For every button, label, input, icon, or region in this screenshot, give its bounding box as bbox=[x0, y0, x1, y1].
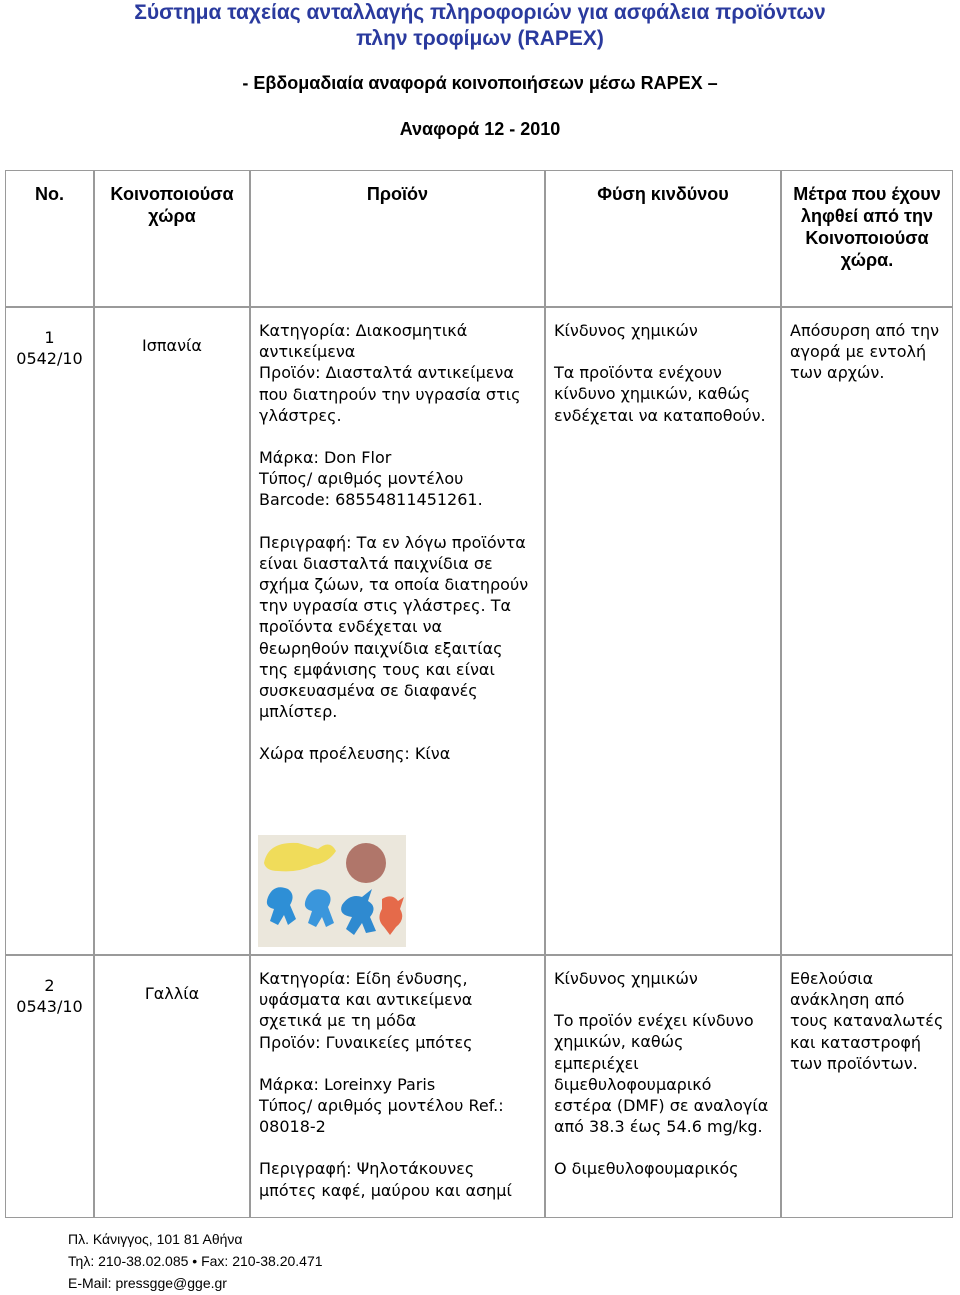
report-number: Αναφορά 12 - 2010 bbox=[399, 119, 561, 139]
row2-risk-title: Κίνδυνος χημικών bbox=[554, 969, 698, 988]
footer-email: E-Mail: pressgge@gge.gr bbox=[68, 1275, 227, 1291]
row1-no: 1 bbox=[44, 328, 55, 347]
row1-description: Περιγραφή: Τα εν λόγω προϊόντα είναι διασταλτά παιχνίδια σε σχήμα ζώων, τα οποία διατηρούν την υγρασία στις γλάστρες. Τα προϊόντα ενδέχεται να θεωρηθούν παιχνίδια εξαιτίας της εμφάνισης τους και είναι συσκευασμένα σε διαφανές μπλίστερ. bbox=[259, 532, 529, 722]
product-photo bbox=[258, 835, 406, 947]
col-header-country: Κοινοποιούσα χώρα bbox=[94, 170, 250, 307]
row2-description: Περιγραφή: Ψηλοτάκουνες μπότες καφέ, μαύρου και ασημί bbox=[259, 1159, 512, 1200]
footer-contact bbox=[68, 1250, 323, 1272]
row2-risk-text: Το προϊόν ενέχει κίνδυνο χημικών, καθώς εμπεριέχει διμεθυλοφουμαρικό εστέρα (DMF) σε αναλογία από 38.3 έως 54.6 mg/kg. bbox=[554, 1011, 769, 1137]
row2-ref: 0543/10 bbox=[16, 997, 83, 1017]
footer bbox=[68, 1228, 323, 1294]
row2-risk-cell bbox=[545, 955, 781, 1218]
row2-measures: Εθελούσια ανάκληση από τους καταναλωτές και καταστροφή των προϊόντων. bbox=[790, 969, 944, 1073]
row1-model: Τύπος/ αριθμός μοντέλου bbox=[259, 469, 464, 489]
row1-category: Κατηγορία: Διακοσμητικά αντικείμενα bbox=[259, 321, 468, 362]
row1-risk-title: Κίνδυνος χημικών bbox=[554, 321, 698, 340]
row1-risk-text: Τα προϊόντα ενέχουν κίνδυνο χημικών, καθώς ενδέχεται να καταποθούν. bbox=[554, 363, 766, 425]
row1-country: Ισπανία bbox=[142, 336, 202, 355]
row1-barcode: Barcode: 68554811451261. bbox=[259, 490, 483, 510]
doc-title-line1: Σύστημα ταχείας ανταλλαγής πληροφοριών για ασφάλεια προϊόντων bbox=[134, 1, 826, 24]
row2-country-cell bbox=[94, 955, 250, 1218]
row2-country: Γαλλία bbox=[144, 984, 200, 1003]
row1-no-cell bbox=[5, 307, 94, 955]
doc-subtitle: - Εβδομαδιαία αναφορά κοινοποιήσεων μέσω RAPEX – bbox=[242, 73, 718, 93]
footer-bullet: • bbox=[192, 1253, 198, 1269]
col-header-measures: Μέτρα που έχουν ληφθεί από την Κοινοποιούσα χώρα. bbox=[781, 170, 953, 307]
row1-country-cell bbox=[94, 307, 250, 955]
footer-address: Πλ. Κάνιγγος, 101 81 Αθήνα bbox=[68, 1231, 243, 1247]
row1-risk-cell bbox=[545, 307, 781, 955]
row2-risk-text2: Ο διμεθυλοφουμαρικός bbox=[554, 1159, 739, 1179]
row2-product: Προϊόν: Γυναικείες μπότες bbox=[259, 1032, 473, 1052]
footer-phone: Τηλ: 210-38.02.085 bbox=[68, 1253, 189, 1269]
row1-brand: Μάρκα: Don Flor bbox=[259, 448, 392, 468]
doc-title-line2: πλην τροφίμων (RAPEX) bbox=[356, 27, 604, 50]
row1-measures: Απόσυρση από την αγορά με εντολή των αρχών. bbox=[790, 321, 940, 383]
row2-no: 2 bbox=[44, 976, 55, 995]
row2-brand: Μάρκα: Loreinxy Paris bbox=[259, 1074, 436, 1094]
row1-ref: 0542/10 bbox=[16, 349, 83, 369]
footer-fax: Fax: 210-38.20.471 bbox=[201, 1253, 323, 1269]
row1-product: Προϊόν: Διασταλτά αντικείμενα που διατηρούν την υγρασία στις γλάστρες. bbox=[259, 363, 521, 425]
col-header-no: No. bbox=[5, 170, 94, 307]
col-header-product: Προϊόν bbox=[250, 170, 545, 307]
row2-no-cell bbox=[5, 955, 94, 1218]
row2-model: Τύπος/ αριθμός μοντέλου Ref.: 08018-2 bbox=[259, 1096, 504, 1137]
row1-origin: Χώρα προέλευσης: Κίνα bbox=[259, 744, 451, 764]
row2-category: Κατηγορία: Είδη ένδυσης, υφάσματα και αντικείμενα σχετικά με τη μόδα bbox=[259, 969, 473, 1031]
row2-measures-cell bbox=[781, 955, 953, 1218]
row1-measures-cell bbox=[781, 307, 953, 955]
row2-product-cell bbox=[250, 955, 545, 1218]
col-header-risk: Φύση κινδύνου bbox=[545, 170, 781, 307]
brown-disc bbox=[346, 843, 386, 883]
